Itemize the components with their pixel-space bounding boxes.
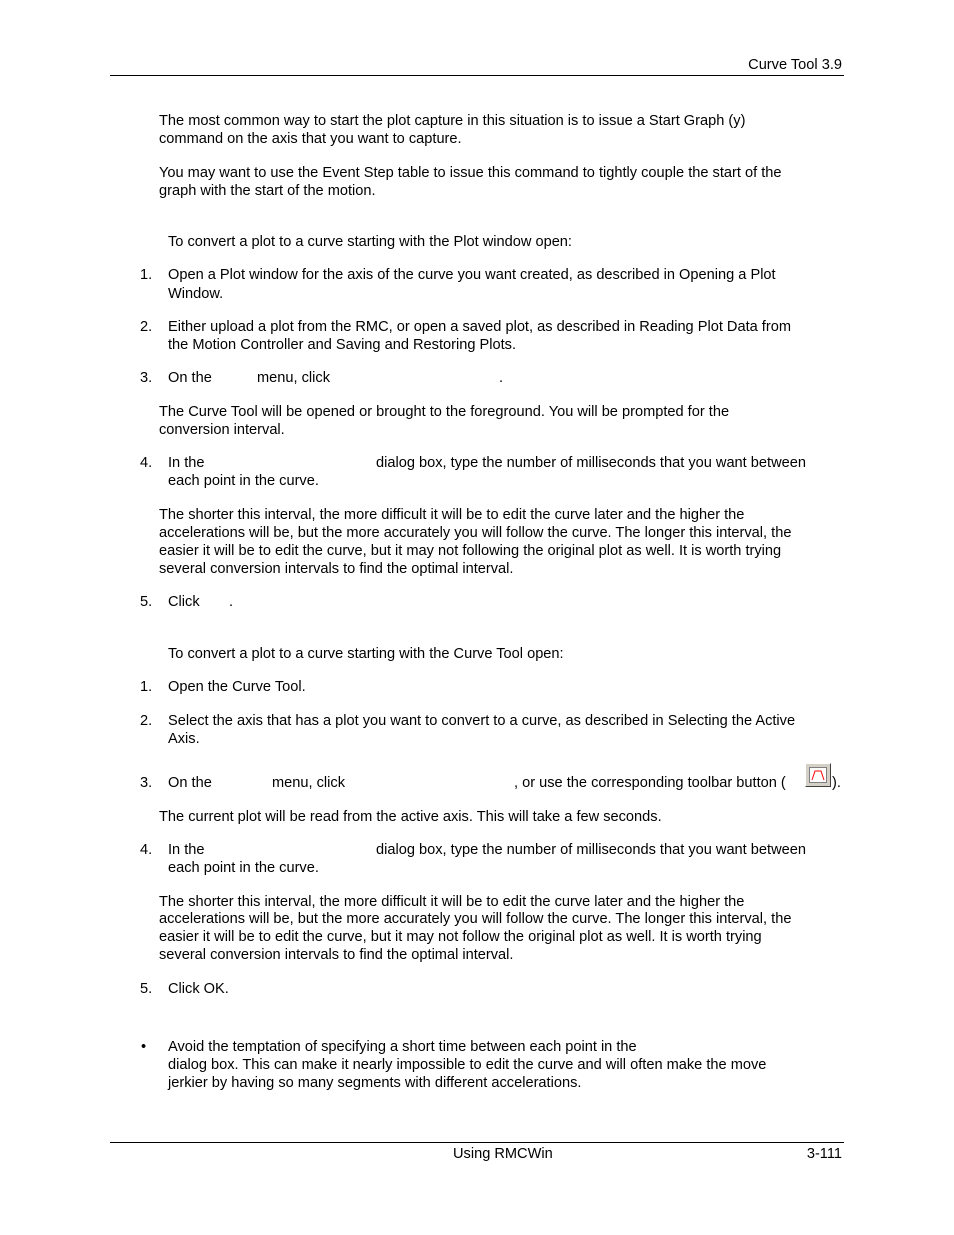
intro-line: graph with the start of the motion. <box>159 183 376 199</box>
step-text: . <box>229 594 234 610</box>
step-text: Click <box>168 594 200 610</box>
intro-line: You may want to use the Event Step table to issue this command to tightly couple the start of the <box>159 165 782 181</box>
note-line: several conversion intervals to find the optimal interval. <box>159 947 514 963</box>
step-number: 4. <box>140 842 153 858</box>
curve-toolbar-button[interactable] <box>805 763 831 787</box>
intro-line: command on the axis that you want to capture. <box>159 131 462 147</box>
step-text: . <box>499 370 504 386</box>
step-text: , or use the corresponding toolbar button ( <box>514 775 786 791</box>
step-number: 1. <box>140 267 153 283</box>
step-number: 3. <box>140 775 153 791</box>
step-text: Select the axis that has a plot you want to convert to a curve, as described in Selecting the Active <box>168 713 796 729</box>
step-text: Open the Curve Tool. <box>168 679 306 695</box>
note-line: several conversion intervals to find the optimal interval. <box>159 561 514 577</box>
note-line: The current plot will be read from the active axis. This will take a few seconds. <box>159 809 662 825</box>
step-text: dialog box, type the number of milliseconds that you want between <box>376 842 806 858</box>
intro-line: The most common way to start the plot capture in this situation is to issue a Start Graph (y) <box>159 113 746 129</box>
note-line: The Curve Tool will be opened or brought to the foreground. You will be prompted for the <box>159 404 730 420</box>
note-line: conversion interval. <box>159 422 285 438</box>
step-text: Either upload a plot from the RMC, or open a saved plot, as described in Reading Plot Data from <box>168 319 791 335</box>
header-title: Curve Tool 3.9 <box>748 57 842 73</box>
footer-title: Using RMCWin <box>453 1146 553 1162</box>
step-text: Window. <box>168 286 224 302</box>
step-text: On the <box>168 775 212 791</box>
step-text: menu, click <box>272 775 345 791</box>
step-number: 5. <box>140 981 153 997</box>
procedure-lead: To convert a plot to a curve starting with the Curve Tool open: <box>168 646 564 662</box>
bullet-icon: • <box>141 1039 147 1055</box>
step-number: 2. <box>140 319 153 335</box>
step-text: Axis. <box>168 731 200 747</box>
curve-from-plot-icon <box>810 768 826 782</box>
step-text: ). <box>832 775 841 791</box>
step-text: In the <box>168 455 205 471</box>
note-line: The shorter this interval, the more difficult it will be to edit the curve later and the higher the <box>159 507 745 523</box>
step-text: On the <box>168 370 212 386</box>
tip-line: dialog box. This can make it nearly impossible to edit the curve and will often make the move <box>168 1057 767 1073</box>
procedure-lead: To convert a plot to a curve starting with the Plot window open: <box>168 234 572 250</box>
step-text: the Motion Controller and Saving and Restoring Plots. <box>168 337 517 353</box>
footer-rule <box>110 1142 844 1143</box>
step-text: each point in the curve. <box>168 860 319 876</box>
step-number: 4. <box>140 455 153 471</box>
note-line: accelerations will be, but the more accurately you will follow the curve. The longer this interval, the <box>159 525 792 541</box>
page-number: 3-111 <box>806 1146 842 1162</box>
step-number: 5. <box>140 594 153 610</box>
note-line: easier it will be to edit the curve, but it may not follow the original plot as well. It is worth trying <box>159 929 762 945</box>
note-line: easier it will be to edit the curve, but it may not following the original plot as well. It is worth trying <box>159 543 782 559</box>
step-text: In the <box>168 842 205 858</box>
step-text: Open a Plot window for the axis of the curve you want created, as described in Opening a Plot <box>168 267 776 283</box>
tip-line: jerkier by having so many segments with different accelerations. <box>168 1075 582 1091</box>
step-text: each point in the curve. <box>168 473 319 489</box>
note-line: accelerations will be, but the more accurately you will follow the curve. The longer this interval, the <box>159 911 792 927</box>
tip-line: Avoid the temptation of specifying a short time between each point in the <box>168 1039 637 1055</box>
note-line: The shorter this interval, the more difficult it will be to edit the curve later and the higher the <box>159 894 745 910</box>
step-number: 2. <box>140 713 153 729</box>
step-text: Click OK. <box>168 981 229 997</box>
step-text: menu, click <box>257 370 330 386</box>
header-rule <box>110 75 844 76</box>
step-number: 3. <box>140 370 153 386</box>
step-number: 1. <box>140 679 153 695</box>
step-text: dialog box, type the number of milliseconds that you want between <box>376 455 806 471</box>
